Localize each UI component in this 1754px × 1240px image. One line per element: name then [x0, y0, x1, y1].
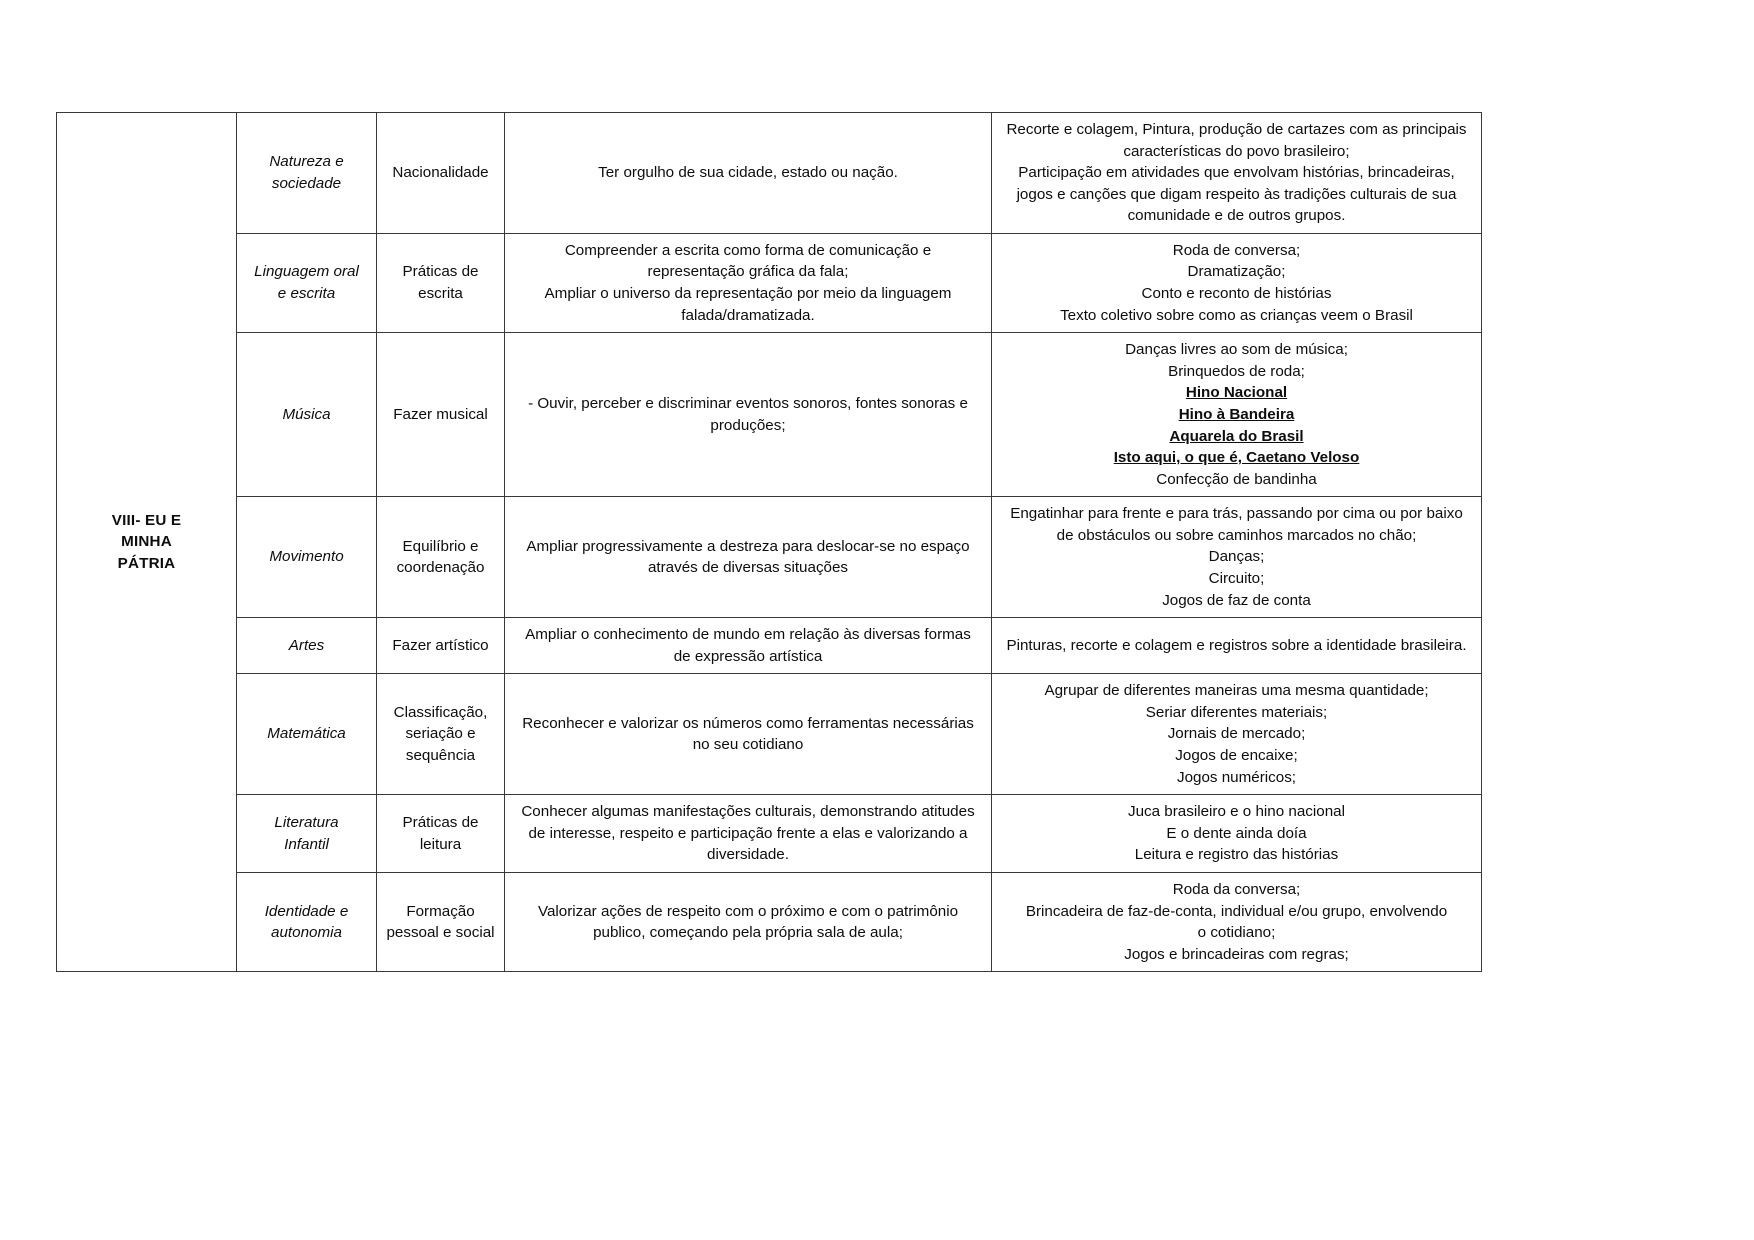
activities-cell-line: Pinturas, recorte e colagem e registros sobre a identidade brasileira.: [1006, 636, 1467, 654]
curriculum-table-wrapper: [56, 112, 1481, 972]
objective-cell-line: Reconhecer e valorizar os números como ferramentas necessárias: [522, 714, 974, 732]
knowledge-area-cell-line: Literatura: [274, 813, 339, 831]
knowledge-area-cell: [237, 497, 377, 618]
objective-cell-line: publico, começando pela própria sala de aula;: [593, 924, 903, 942]
table-row: [57, 674, 1482, 795]
objective-cell-line: Ampliar o universo da representação por meio da linguagem: [544, 285, 952, 303]
objective-cell-line: produções;: [710, 416, 786, 434]
content-cell-line: Classificação,: [393, 703, 488, 721]
content-cell: [377, 497, 505, 618]
activities-cell-line: o cotidiano;: [1197, 924, 1276, 942]
objective-cell-line: de interesse, respeito e participação frente a elas e valorizando a: [528, 824, 968, 842]
activities-cell: [992, 795, 1482, 873]
activities-cell-line: Dramatização;: [1187, 263, 1286, 281]
activities-cell-line: Engatinhar para frente e para trás, passando por cima ou por baixo: [1010, 505, 1463, 523]
activities-cell-line: Roda da conversa;: [1172, 880, 1301, 898]
activities-cell-line: Leitura e registro das histórias: [1134, 846, 1339, 864]
activities-cell-line: Seriar diferentes materiais;: [1145, 703, 1328, 721]
content-cell: [377, 872, 505, 971]
knowledge-area-cell-line: autonomia: [271, 924, 342, 942]
activities-cell-line: comunidade e de outros grupos.: [1127, 207, 1346, 225]
objective-cell: [505, 872, 992, 971]
activities-cell-line: características do povo brasileiro;: [1123, 142, 1350, 160]
activities-cell-line: Jogos e brincadeiras com regras;: [1124, 945, 1349, 963]
knowledge-area-cell: [237, 674, 377, 795]
content-cell-line: coordenação: [396, 559, 485, 577]
objective-cell: [505, 233, 992, 332]
knowledge-area-cell-line: sociedade: [271, 174, 342, 192]
content-cell: [377, 233, 505, 332]
knowledge-area-cell: [237, 113, 377, 234]
activities-cell-line: Jogos numéricos;: [1176, 768, 1297, 786]
activities-cell-line: E o dente ainda doía: [1166, 824, 1307, 842]
activities-cell-line: Danças livres ao som de música;: [1125, 341, 1348, 359]
objective-cell-line: Ter orgulho de sua cidade, estado ou nação.: [598, 164, 898, 182]
table-row: [57, 113, 1482, 234]
objective-cell-line: diversidade.: [707, 846, 789, 864]
knowledge-area-cell: [237, 233, 377, 332]
knowledge-area-cell: [237, 872, 377, 971]
activities-cell: [992, 674, 1482, 795]
objective-cell: [505, 333, 992, 497]
content-cell-line: Nacionalidade: [392, 164, 489, 182]
table-row: [57, 333, 1482, 497]
activities-cell-line: Aquarela do Brasil: [1169, 427, 1304, 445]
objective-cell-line: através de diversas situações: [647, 559, 849, 577]
table-row: [57, 795, 1482, 873]
theme-title-cell: [57, 113, 237, 972]
activities-cell-line: Jogos de encaixe;: [1175, 747, 1298, 765]
curriculum-table-body: [57, 113, 1482, 972]
activities-cell: [992, 618, 1482, 674]
objective-cell-line: no seu cotidiano: [692, 736, 804, 754]
objective-cell: [505, 618, 992, 674]
content-cell-line: Fazer artístico: [392, 636, 489, 654]
content-cell-line: Equilíbrio e: [402, 537, 479, 555]
content-cell-line: seriação e: [405, 725, 476, 743]
activities-cell-line: Hino Nacional: [1185, 384, 1288, 402]
content-cell-line: sequência: [405, 747, 476, 765]
activities-cell-line: Roda de conversa;: [1172, 241, 1301, 259]
knowledge-area-cell: [237, 618, 377, 674]
objective-cell-line: Compreender a escrita como forma de comunicação e: [564, 241, 932, 259]
activities-cell-line: Brinquedos de roda;: [1168, 362, 1305, 380]
content-cell-line: leitura: [419, 835, 462, 853]
activities-cell: [992, 233, 1482, 332]
content-cell-line: escrita: [418, 285, 463, 303]
knowledge-area-cell-line: Linguagem oral: [254, 263, 359, 281]
objective-cell: [505, 497, 992, 618]
objective-cell-line: - Ouvir, perceber e discriminar eventos sonoros, fontes sonoras e: [528, 395, 968, 413]
objective-cell: [505, 674, 992, 795]
objective-cell-line: representação gráfica da fala;: [647, 263, 849, 281]
activities-cell-line: Recorte e colagem, Pintura, produção de cartazes com as principais: [1006, 121, 1467, 138]
activities-cell-line: Isto aqui, o que é, Caetano Veloso: [1113, 449, 1360, 467]
objective-cell-line: Ampliar o conhecimento de mundo em relação às diversas formas: [525, 626, 971, 644]
activities-cell-line: Brincadeira de faz-de-conta, individual e/ou grupo, envolvendo: [1025, 902, 1448, 920]
content-cell-line: Fazer musical: [393, 405, 488, 423]
activities-cell-line: Texto coletivo sobre como as crianças veem o Brasil: [1060, 306, 1413, 324]
activities-cell-line: jogos e canções que digam respeito às tradições culturais de sua: [1016, 185, 1457, 203]
content-cell-line: pessoal e social: [386, 924, 495, 942]
content-cell: [377, 795, 505, 873]
content-cell: [377, 113, 505, 234]
activities-cell-line: Danças;: [1208, 548, 1265, 566]
content-cell: [377, 333, 505, 497]
content-cell-line: Formação: [406, 902, 475, 920]
theme-title-line: PÁTRIA: [117, 554, 176, 572]
knowledge-area-cell-line: Artes: [288, 636, 325, 654]
curriculum-table: [56, 112, 1482, 972]
objective-cell-line: Valorizar ações de respeito com o próximo e com o patrimônio: [537, 902, 959, 920]
content-cell: [377, 618, 505, 674]
theme-title-line: MINHA: [121, 533, 172, 551]
activities-cell-line: Agrupar de diferentes maneiras uma mesma quantidade;: [1044, 682, 1429, 700]
table-row: [57, 872, 1482, 971]
objective-cell: [505, 113, 992, 234]
knowledge-area-cell-line: Matemática: [267, 725, 346, 743]
knowledge-area-cell: [237, 333, 377, 497]
activities-cell-line: Juca brasileiro e o hino nacional: [1128, 803, 1345, 821]
content-cell-line: Práticas de: [402, 813, 479, 831]
activities-cell: [992, 113, 1482, 234]
knowledge-area-cell-line: Natureza e: [269, 153, 344, 171]
objective-cell: [505, 795, 992, 873]
activities-cell-line: Jornais de mercado;: [1167, 725, 1306, 743]
objective-cell-line: de expressão artística: [673, 647, 823, 665]
content-cell: [377, 674, 505, 795]
objective-cell-line: Ampliar progressivamente a destreza para deslocar-se no espaço: [526, 537, 970, 555]
activities-cell: [992, 497, 1482, 618]
activities-cell-line: Jogos de faz de conta: [1162, 591, 1311, 609]
knowledge-area-cell-line: Movimento: [269, 548, 344, 566]
table-row: [57, 233, 1482, 332]
objective-cell-line: falada/dramatizada.: [681, 306, 815, 324]
knowledge-area-cell-line: Música: [282, 405, 331, 423]
knowledge-area-cell-line: Infantil: [284, 835, 329, 853]
activities-cell-line: Confecção de bandinha: [1156, 470, 1317, 488]
activities-cell-line: Conto e reconto de histórias: [1141, 285, 1332, 303]
knowledge-area-cell: [237, 795, 377, 873]
activities-cell-line: Circuito;: [1208, 569, 1265, 587]
activities-cell-line: Hino à Bandeira: [1178, 405, 1295, 423]
activities-cell: [992, 333, 1482, 497]
activities-cell-line: de obstáculos ou sobre caminhos marcados no chão;: [1056, 526, 1417, 544]
activities-cell: [992, 872, 1482, 971]
objective-cell-line: Conhecer algumas manifestações culturais, demonstrando atitudes: [521, 803, 975, 821]
knowledge-area-cell-line: e escrita: [277, 285, 336, 303]
content-cell-line: Práticas de: [402, 263, 479, 281]
table-row: [57, 497, 1482, 618]
knowledge-area-cell-line: Identidade e: [264, 902, 349, 920]
activities-cell-line: Participação em atividades que envolvam histórias, brincadeiras,: [1018, 164, 1455, 182]
table-row: [57, 618, 1482, 674]
theme-title-line: VIII- EU E: [111, 511, 182, 529]
